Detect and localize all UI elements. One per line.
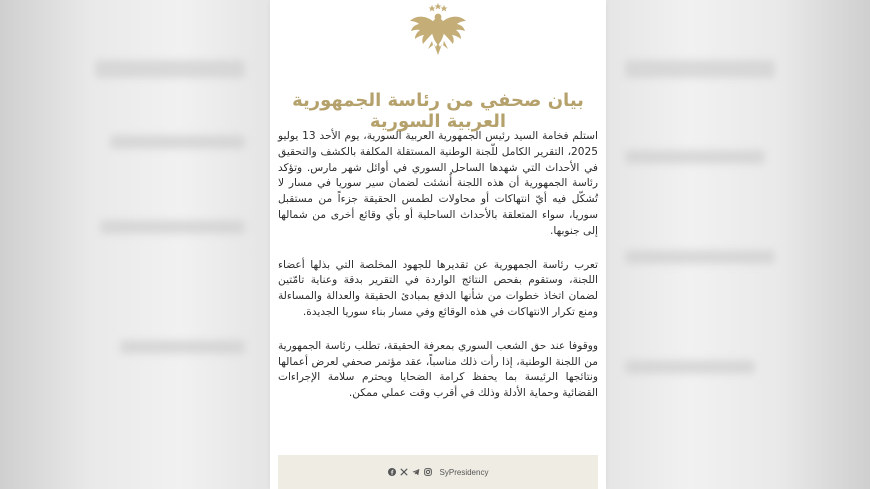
eagle-emblem-icon (408, 3, 468, 59)
paragraph-2: تعرب رئاسة الجمهورية عن تقديرها للجهود المخلصة التي بذلها أعضاء اللجنة، وستقوم بفحص النتائج الواردة في التقرير بدقة وعناية تامّتين لضمان اتخاذ خطوات من شأنها الدفع بمبادئ الحقيقة والعدالة والمساءلة ومنع تكرار الانتهاكات في هذه الوقائع وفي مسار بناء سوريا الجديدة. (278, 258, 598, 318)
facebook-icon[interactable] (388, 468, 397, 477)
instagram-icon[interactable] (424, 468, 433, 477)
x-icon[interactable] (400, 468, 409, 477)
document-title: بيان صحفي من رئاسة الجمهورية العربية السورية (292, 90, 584, 132)
paragraph-1: استلم فخامة السيد رئيس الجمهورية العربية السورية، يوم الأحد 13 يوليو 2025، التقرير الكامل للّجنة الوطنية المستقلة المكلفة بالكشف والتحقيق في الأحداث التي شهدها الساحل السوري في أوائل شهر مارس. وتؤكد رئاسة الجمهورية أن هذه اللجنة أُنشئت لضمان سير سوريا في مسار لا تُشكّل فيه أيّ انتهاكات أو محاولات لطمس الحقيقة جزءاً من مستقبل سوريا، سواء المتعلقة بالأحداث الساحلية أو بأي وقائع أخرى من شمالها إلى جنوبها. (278, 130, 599, 237)
telegram-icon[interactable] (412, 468, 421, 477)
paragraph-3: ووقوفا عند حق الشعب السوري بمعرفة الحقيقة، تطلب رئاسة الجمهورية من اللجنة الوطنية، إذا رأت ذلك مناسباً، عقد مؤتمر صحفي لعرض أعمالها ونتائجها الرئيسة بما يحفظ كرامة الضحايا ويحترم سلامة الإجراءات القضائية وحماية الأدلة وذلك في أقرب وقت عملي ممكن. (278, 339, 598, 400)
social-handle[interactable]: SyPresidency (439, 467, 489, 477)
document-body (278, 129, 598, 420)
social-footer (278, 455, 598, 489)
press-release-document (270, 0, 606, 489)
